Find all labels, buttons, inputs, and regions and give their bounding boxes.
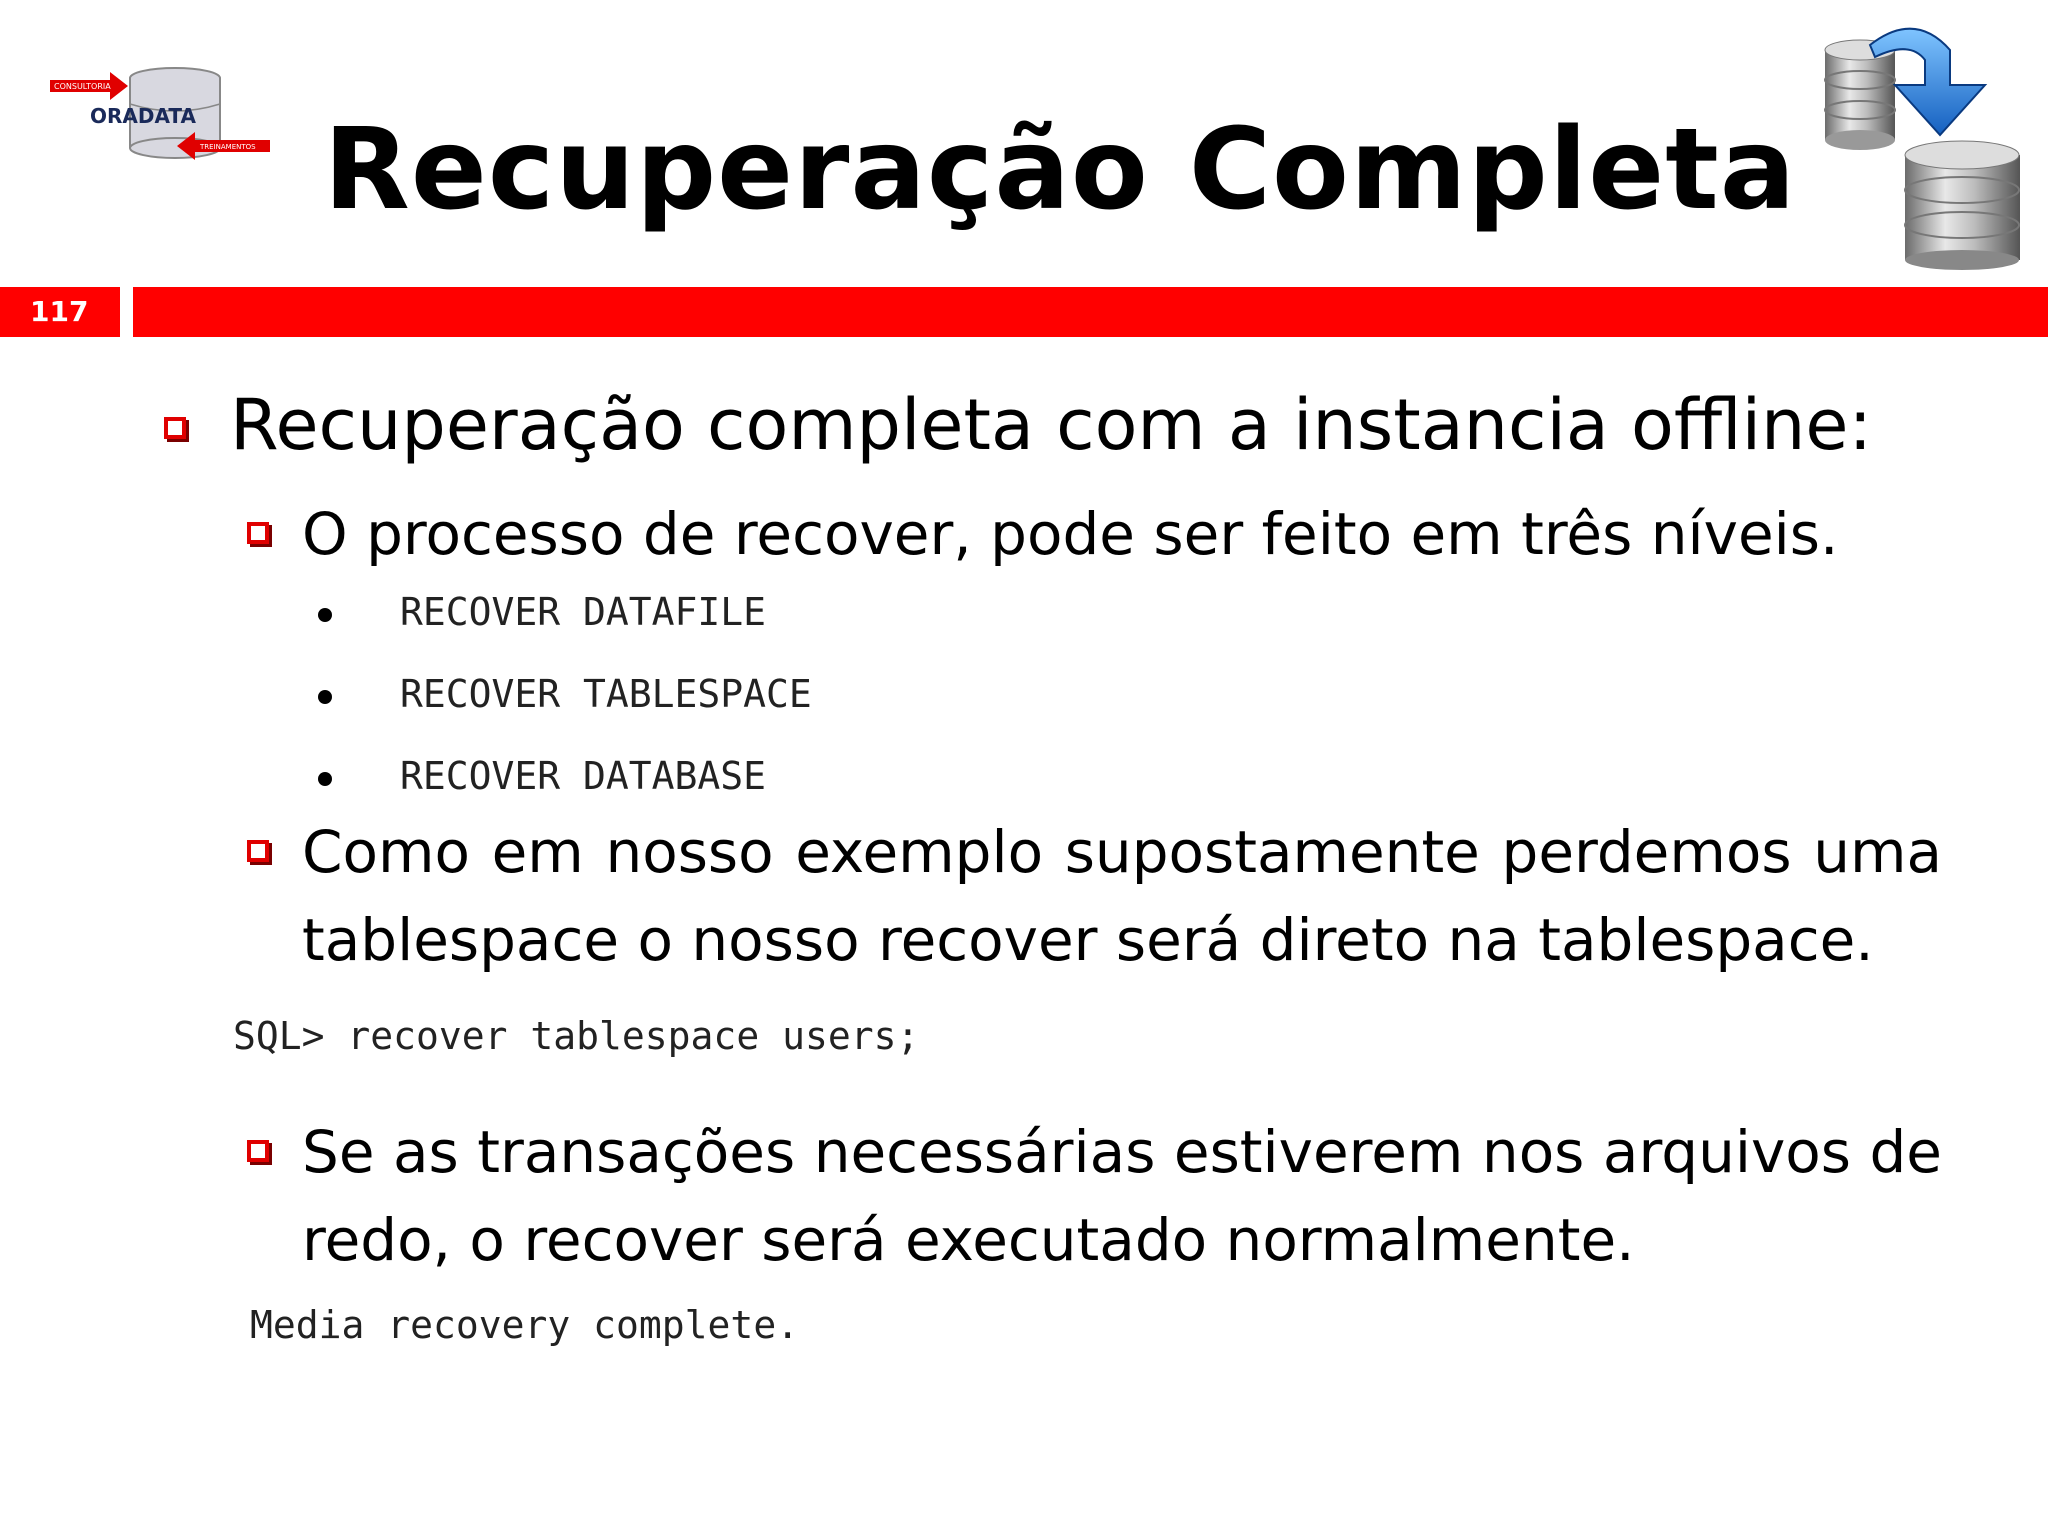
- svg-text:TREINAMENTOS: TREINAMENTOS: [200, 143, 256, 151]
- bullet-square-icon: [247, 522, 269, 544]
- bullet-square-icon: [247, 840, 269, 862]
- sub-bullet-text: O processo de recover, pode ser feito em três níveis.: [302, 500, 1839, 568]
- result-output: Media recovery complete.: [250, 1303, 800, 1347]
- bullet-square-icon: [164, 417, 186, 439]
- list-item: RECOVER DATAFILE: [400, 590, 767, 634]
- sub-bullet-text: Se as transações necessárias estiverem nos arquivos de redo, o recover será executado normalmente.: [302, 1118, 1942, 1274]
- bullet-square-icon: [247, 1140, 269, 1162]
- oradata-logo: [50, 60, 270, 170]
- database-restore-icon: [1815, 15, 2030, 270]
- page-title: Recuperação Completa: [323, 105, 1797, 235]
- list-item: RECOVER DATABASE: [400, 754, 767, 798]
- list-dot: [318, 772, 332, 786]
- svg-text:ORADATA: ORADATA: [90, 104, 196, 128]
- sub-bullet-text: Como em nosso exemplo supostamente perdemos uma tablespace o nosso recover será direto na tablespace.: [302, 818, 1942, 974]
- header-bar: [133, 287, 2048, 337]
- list-item: RECOVER TABLESPACE: [400, 672, 812, 716]
- sql-command: SQL> recover tablespace users;: [233, 1014, 920, 1058]
- bullet-text: Recuperação completa com a instancia offline:: [230, 384, 1873, 466]
- svg-text:CONSULTORIA: CONSULTORIA: [54, 82, 111, 91]
- slide-number: 117: [0, 287, 120, 337]
- list-dot: [318, 690, 332, 704]
- list-dot: [318, 608, 332, 622]
